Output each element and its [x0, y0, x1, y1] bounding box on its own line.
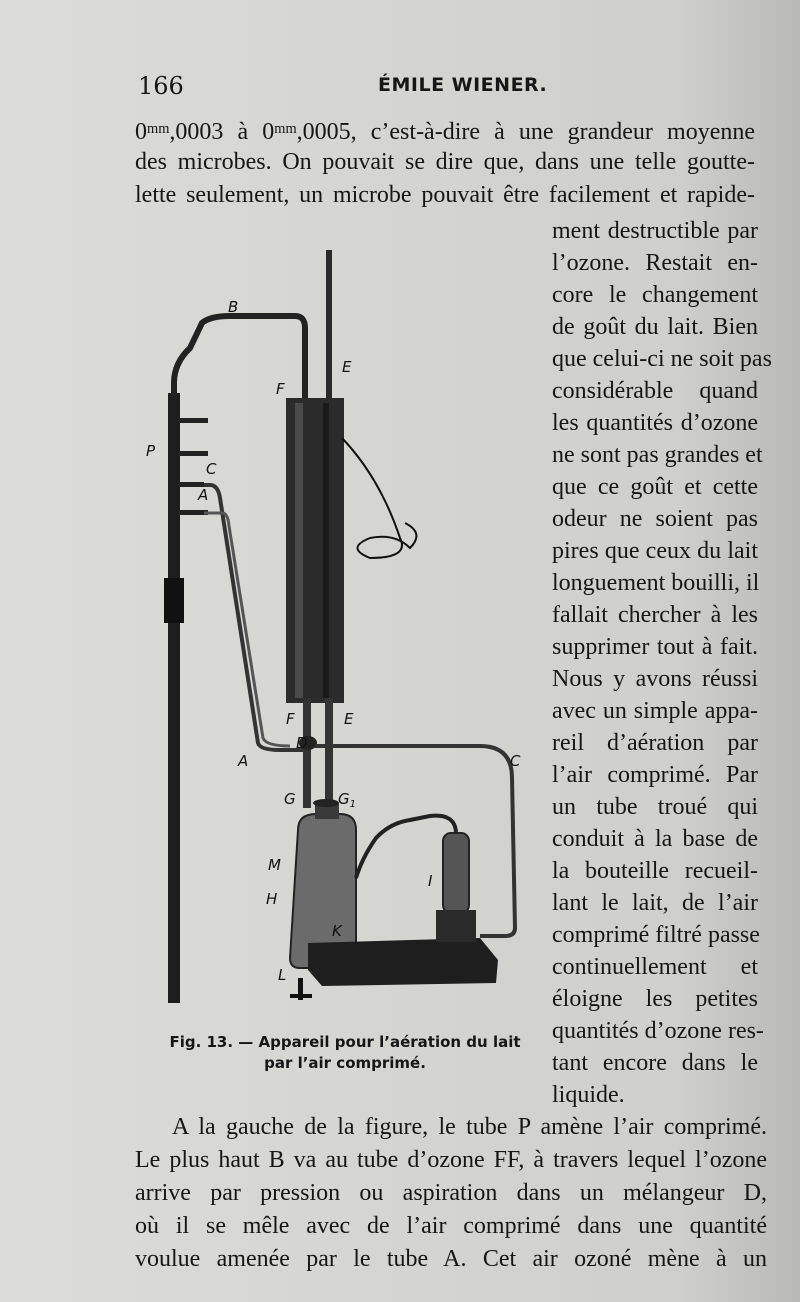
column-line: l’air comprimé. Par — [552, 762, 758, 788]
column-line: avec un simple appa- — [552, 698, 758, 724]
column-line: conduit à la base de — [552, 826, 758, 852]
text-fragment: ,0005, c’est-à-dire à une grandeur moyenne — [296, 119, 756, 145]
column-line: un tube troué qui — [552, 794, 758, 820]
body-line-bottom-4: où il se mêle avec de l’air comprimé dans une quantité — [135, 1213, 767, 1239]
body-line-1 — [135, 114, 755, 147]
apparatus-figure — [140, 238, 540, 1018]
tube-a — [204, 513, 290, 746]
label-d: D — [296, 734, 308, 752]
running-head: ÉMILE WIENER. — [378, 74, 548, 96]
label-e-bottom: E — [344, 710, 354, 728]
column-line: les quantités d’ozone — [552, 410, 758, 436]
column-line: liquide. — [552, 1082, 625, 1108]
tube-b — [174, 316, 305, 408]
base-board — [308, 938, 498, 986]
column-line: que celui-ci ne soit pas — [552, 346, 772, 372]
column-line: ne sont pas grandes et — [552, 442, 763, 468]
unit-superscript: mm — [274, 121, 297, 137]
label-a-top: A — [198, 486, 209, 504]
body-line-2: des microbes. On pouvait se dire que, dans une telle goutte- — [135, 149, 755, 175]
column-line: que ce goût et cette — [552, 474, 758, 500]
body-line-bottom-3: arrive par pression ou aspiration dans un mélangeur D, — [135, 1180, 767, 1206]
column-line: ment destructible par — [552, 218, 758, 244]
label-k: K — [332, 922, 342, 940]
label-f-bottom: F — [286, 710, 295, 728]
column-line: core le changement — [552, 282, 758, 308]
ozone-tube — [286, 398, 344, 703]
column-line: éloigne les petites — [552, 986, 758, 1012]
electric-wire — [342, 438, 416, 558]
apparatus-illustration — [140, 238, 540, 1018]
body-line-bottom-5: voulue amenée par le tube A. Cet air ozoné mène à un — [135, 1246, 767, 1272]
electrode-rod — [326, 250, 332, 410]
column-line: la bouteille recueil- — [552, 858, 758, 884]
rod-clamp — [164, 578, 184, 623]
column-line: fallait chercher à les — [552, 602, 758, 628]
column-line: supprimer tout à fait. — [552, 634, 758, 660]
text-fragment: 0 — [135, 119, 147, 145]
label-b: B — [228, 298, 239, 316]
label-a-bottom: A — [238, 752, 249, 770]
column-line: continuellement et — [552, 954, 758, 980]
column-line: tant encore dans le — [552, 1050, 758, 1076]
caption-line-2: par l’air comprimé. — [264, 1054, 426, 1072]
column-line: Nous y avons réussi — [552, 666, 758, 692]
column-line: considérable quand — [552, 378, 758, 404]
unit-superscript: mm — [147, 121, 170, 137]
label-e-top: E — [342, 358, 352, 376]
column-line: comprimé filtré passe — [552, 922, 760, 948]
text-fragment: ,0003 à 0 — [169, 119, 275, 145]
label-c-top: C — [206, 460, 217, 478]
label-g1: $G_1$ — [338, 790, 356, 810]
body-line-bottom-2: Le plus haut B va au tube d’ozone FF, à travers lequel l’ozone — [135, 1147, 767, 1173]
figure-caption — [150, 1032, 540, 1074]
column-line: lant le lait, de l’air — [552, 890, 758, 916]
column-line: l’ozone. Restait en- — [552, 250, 758, 276]
body-line-bottom-1: A la gauche de la figure, le tube P amène l’air comprimé. — [172, 1114, 767, 1140]
column-line: reil d’aération par — [552, 730, 758, 756]
body-line-3: lette seulement, un microbe pouvait être facilement et rapide- — [135, 182, 755, 208]
column-line: de goût du lait. Bien — [552, 314, 758, 340]
column-line: quantités d’ozone res- — [552, 1018, 764, 1044]
label-h: H — [266, 890, 278, 908]
caption-line-1: Fig. 13. — Appareil pour l’aération du lait — [169, 1033, 521, 1051]
column-line: longuement bouilli, il — [552, 570, 760, 596]
filter-i — [443, 833, 469, 913]
label-g: G — [284, 790, 296, 808]
label-l: L — [278, 966, 287, 984]
column-line: odeur ne soient pas — [552, 506, 758, 532]
label-p: P — [146, 442, 156, 460]
tube-filter-bottle — [356, 816, 456, 878]
label-i: I — [428, 872, 433, 890]
page-number: 166 — [138, 72, 184, 100]
label-c-right: C — [510, 752, 521, 770]
label-f-top: F — [276, 380, 285, 398]
label-m: M — [268, 856, 281, 874]
column-line: pires que ceux du lait — [552, 538, 758, 564]
page-header — [138, 72, 718, 102]
